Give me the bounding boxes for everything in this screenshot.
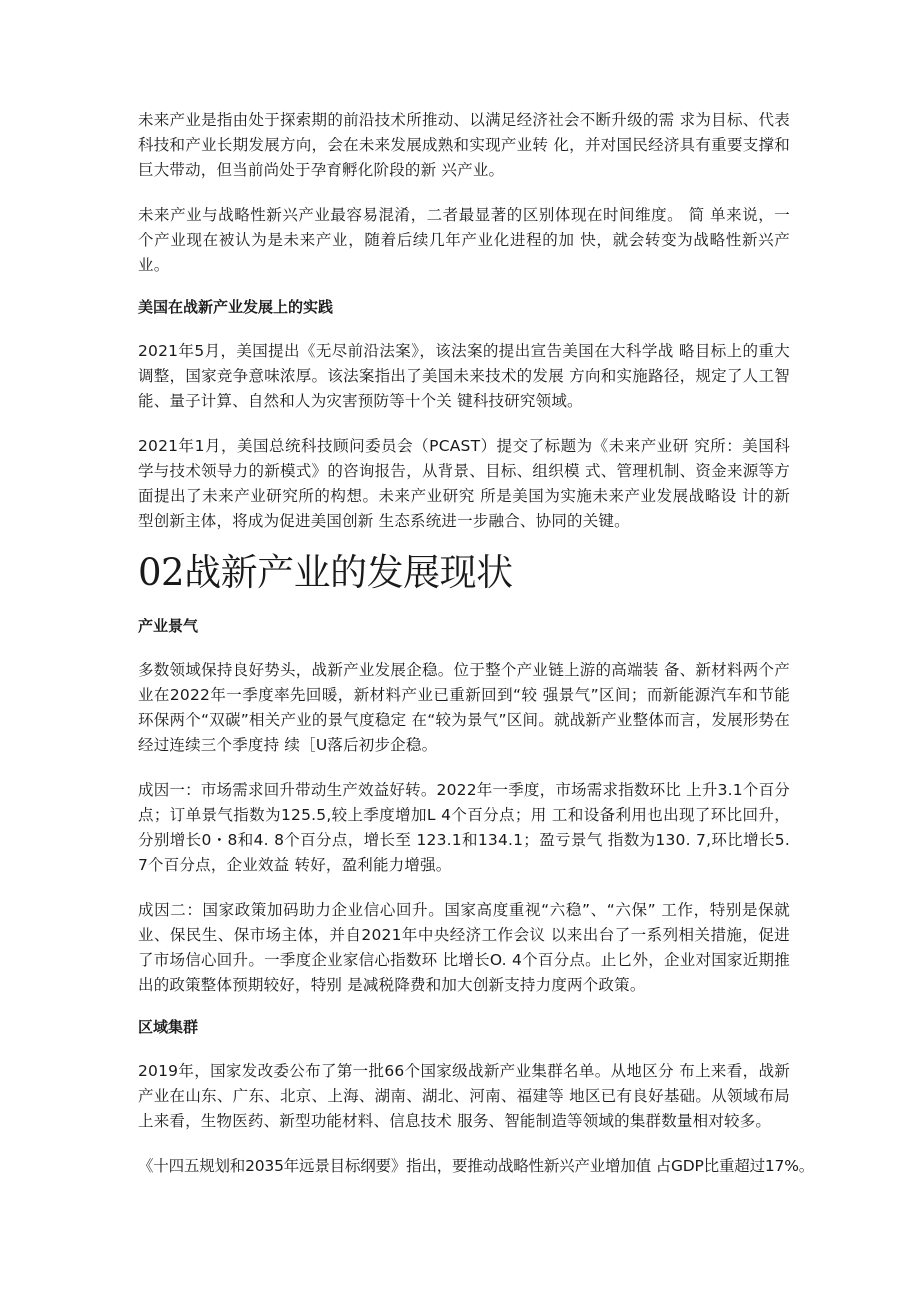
- intro-paragraph-2: 未来产业与战略性新兴产业最容易混淆，二者最显著的区别体现在时间维度。 简 单来说，一个产业现在被认为是未来产业，随着后续几年产业化进程的加 快，就会转变为战略性新兴产业。: [138, 206, 790, 274]
- cause-two-paragraph: 成因二：国家政策加码助力企业信心回升。国家高度重视“六稳”、“六保” 工作，特别是保就业、保民生、保市场主体，并自2021年中央经济工作会议 以来出台了一系列相关措施，促进了市场信心回升。一季度企业家信心指数环 比增长O. 4个百分点。止匕外，企业对国家近期推出的政策整体预期较好，特别 是减税降费和加大创新支持力度两个政策。: [138, 901, 790, 994]
- us-practice-heading: 美国在战新产业发展上的实践: [138, 298, 334, 316]
- plan-target-line: 《十四五规划和2035年远景目标纲要》指出，要推动战略性新兴产业增加值 占GDP比重超过17%。: [138, 1157, 815, 1175]
- us-paragraph-2: 2021年1月，美国总统科技顾问委员会（PCAST）提交了标题为《未来产业研 究所：美国科学与技术领导力的新模式》的咨询报告，从背景、目标、组织模 式、管理机制、资金来源等方面提出了未来产业研究所的构想。未来产业研究 所是美国为实施未来产业发展战略设 计的新型创新主体，将成为促进美国创新 生态系统进一步融合、协同的关键。: [138, 437, 790, 530]
- intro-paragraph-1: 未来产业是指由处于探索期的前沿技术所推动、以满足经济社会不断升级的需 求为目标、代表科技和产业长期发展方向，会在未来发展成熟和实现产业转 化，并对国民经济具有重要支撑和巨大带动，但当前尚处于孕育孵化阶段的新 兴产业。: [138, 111, 790, 179]
- prosperity-heading: 产业景气: [138, 617, 199, 635]
- cause-one-paragraph: 成因一：市场需求回升带动生产效益好转。2022年一季度，市场需求指数环比 上升3.1个百分点；订单景气指数为125.5,较上季度增加L 4个百分点；用 工和设备利用也出现了环比回升，分别增长0・8和4. 8个百分点，增长至 123.1和134.1；盈亏景气 指数为130. 7,环比增长5. 7个百分点，企业效益 转好，盈利能力增强。: [138, 781, 790, 874]
- document-body: [138, 108, 815, 1179]
- cluster-heading: 区域集群: [138, 1018, 199, 1036]
- prosperity-paragraph-1: 多数领域保持良好势头，战新产业发展企稳。位于整个产业链上游的高端装 备、新材料两个产业在2022年一季度率先回暖，新材料产业已重新回到“较 强景气”区间；而新能源汽车和节能环保两个“双碳”相关产业的景气度稳定 在“较为景气”区间。就战新产业整体而言，发展形势在经过连续三个季度持 续［U落后初步企稳。: [138, 661, 790, 754]
- us-paragraph-1: 2021年5月，美国提出《无尽前沿法案》，该法案的提出宣告美国在大科学战 略目标上的重大调整，国家竞争意味浓厚。该法案指出了美国未来技术的发展 方向和实施路径，规定了人工智能、量子计算、自然和人为灾害预防等十个关 键科技研究领域。: [138, 342, 790, 410]
- section-title: 02战新产业的发展现状: [138, 551, 513, 594]
- cluster-paragraph: 2019年，国家发改委公布了第一批66个国家级战新产业集群名单。从地区分 布上来看，战新产业在山东、广东、北京、上海、湖南、湖北、河南、福建等 地区已有良好基础。从领域布局上来看，生物医药、新型功能材料、信息技术 服务、智能制造等领域的集群数量相对较多。: [138, 1062, 790, 1130]
